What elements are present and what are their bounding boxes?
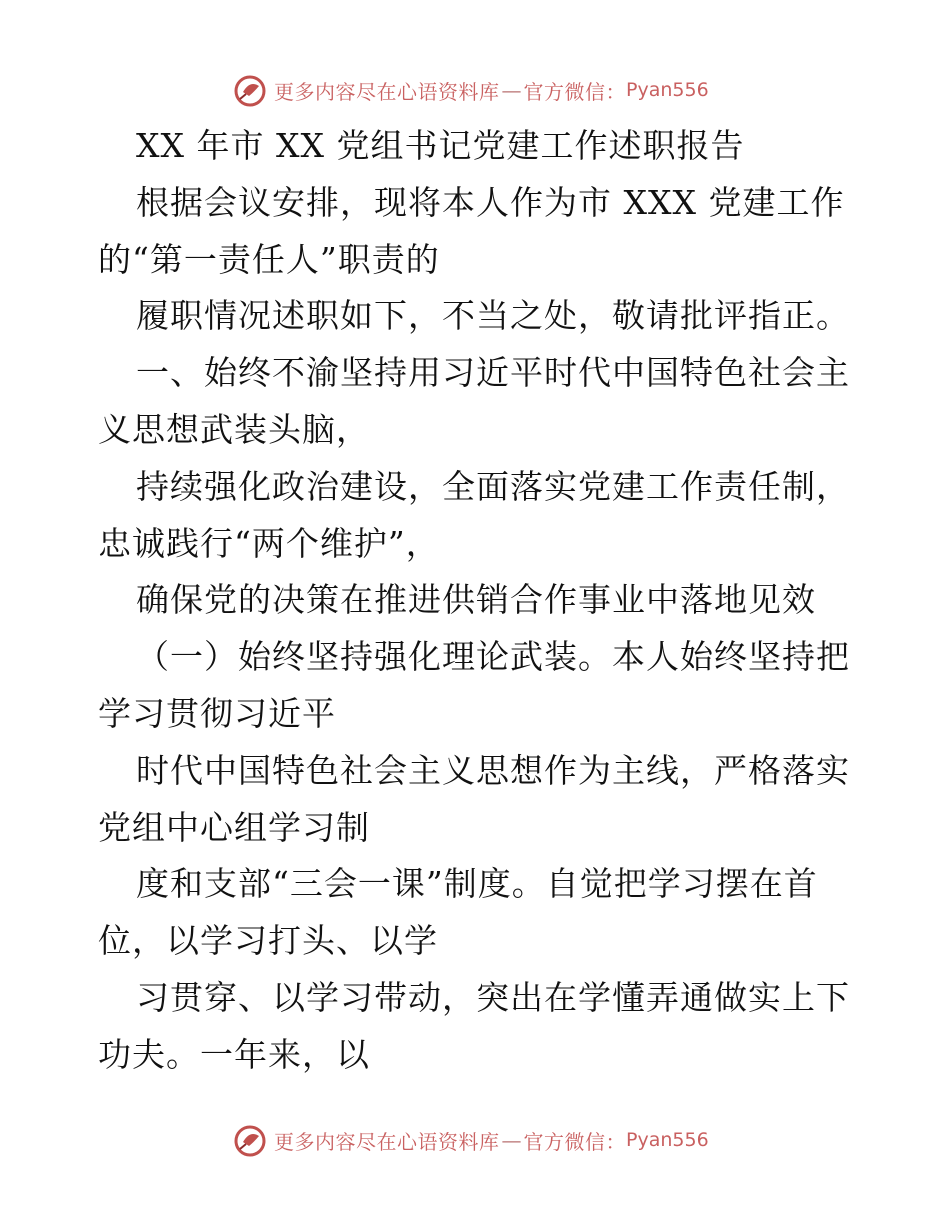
document-line: 持续强化政治建设，全面落实党建工作责任制， [136, 466, 850, 506]
document-line: 忠诚践行“两个维护”， [98, 523, 440, 563]
document-line: 学习贯彻习近平 [98, 693, 336, 733]
document-line: 一、始终不渝坚持用习近平时代中国特色社会主 [136, 353, 850, 393]
banner-separator: — [501, 1128, 522, 1152]
document-line: 根据会议安排，现将本人作为市 XXX 党建工作 [136, 182, 845, 222]
header-watermark-banner [232, 70, 709, 110]
document-line: 履职情况述职如下，不当之处，敬请批评指正。 [136, 296, 850, 336]
document-line: 确保党的决策在推进供销合作事业中落地见效 [136, 580, 816, 620]
document-line: 习贯穿、以学习带动，突出在学懂弄通做实上下 [136, 977, 850, 1017]
document-line: XX 年市 XX 党组书记党建工作述职报告 [136, 126, 745, 165]
banner-wechat-label: 官方微信： [523, 79, 626, 104]
brand-logo-icon [232, 72, 268, 108]
document-line: 度和支部“三会一课”制度。自觉把学习摆在首 [136, 864, 818, 904]
document-line: 义思想武装头脑， [98, 409, 370, 449]
banner-separator: — [501, 78, 522, 102]
document-body [98, 118, 858, 1084]
banner-text: 更多内容尽在心语资料库 [274, 1129, 500, 1154]
document-line: 的“第一责任人”职责的 [98, 239, 440, 279]
document-line: （一）始终坚持强化理论武装。本人始终坚持把 [136, 637, 850, 677]
banner-text: 更多内容尽在心语资料库 [274, 79, 500, 104]
document-line: 功夫。一年来，以 [98, 1034, 370, 1074]
banner-wechat-label: 官方微信： [523, 1129, 626, 1154]
document-line: 党组中心组学习制 [98, 807, 370, 847]
document-line: 时代中国特色社会主义思想作为主线，严格落实 [136, 750, 850, 790]
brand-logo-icon [232, 1122, 268, 1158]
banner-wechat-id: Pyan556 [626, 1129, 709, 1151]
footer-watermark-banner [232, 1120, 709, 1160]
banner-wechat-id: Pyan556 [626, 79, 709, 101]
document-line: 位，以学习打头、以学 [98, 921, 438, 961]
